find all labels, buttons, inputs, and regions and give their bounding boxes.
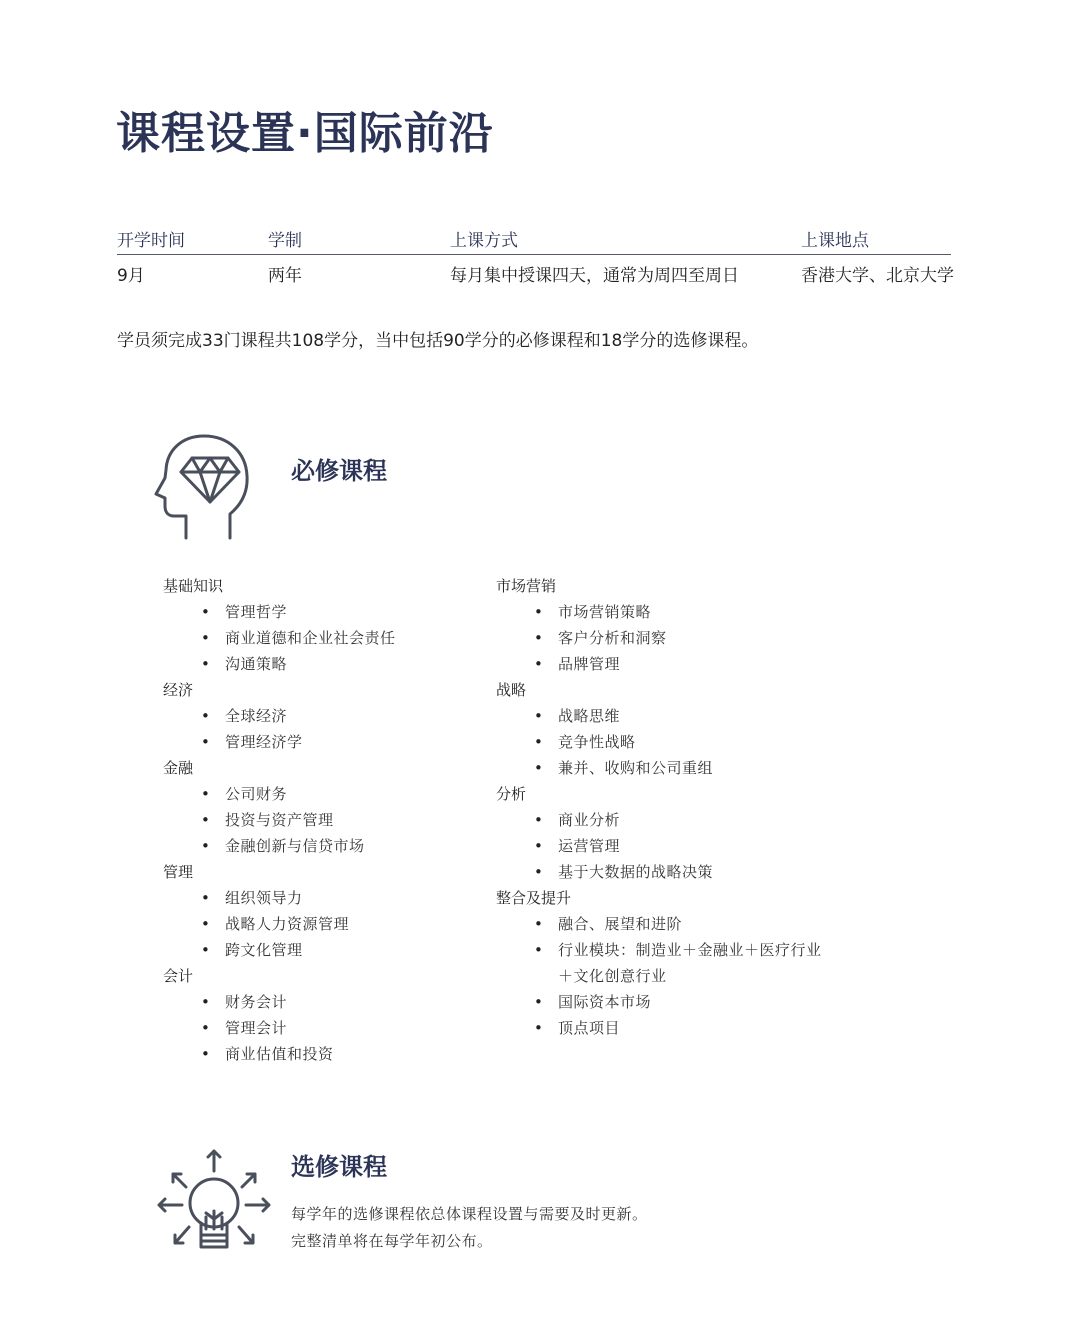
- category-group: [163, 963, 493, 1067]
- required-right-column: [496, 573, 826, 1041]
- list-item-continuation: ＋文化创意行业: [558, 967, 667, 985]
- category-title: 管理: [163, 863, 194, 881]
- category-title: 整合及提升: [496, 889, 572, 907]
- category-title: 战略: [496, 681, 527, 699]
- value-format: 每月集中授课四天，通常为周四至周日: [450, 266, 739, 286]
- list-item: • 战略思维: [496, 703, 826, 729]
- elective-description: [291, 1201, 648, 1255]
- header-start-time: 开学时间: [117, 231, 185, 251]
- lightbulb-arrows-icon: [155, 1147, 273, 1259]
- value-start-time: 9月: [117, 266, 145, 286]
- header-format: 上课方式: [450, 231, 518, 251]
- list-item: • 沟通策略: [163, 651, 493, 677]
- list-item: • 管理会计: [163, 1015, 493, 1041]
- list-item: • 管理经济学: [163, 729, 493, 755]
- list-item: • 基于大数据的战略决策: [496, 859, 826, 885]
- list-item: • 投资与资产管理: [163, 807, 493, 833]
- category-title: 金融: [163, 759, 194, 777]
- category-group: [496, 677, 826, 781]
- header-location: 上课地点: [801, 231, 869, 251]
- list-item: • 顶点项目: [496, 1015, 826, 1041]
- category-title: 经济: [163, 681, 194, 699]
- category-group: [163, 859, 493, 963]
- list-item: • 管理哲学: [163, 599, 493, 625]
- category-group: [496, 781, 826, 885]
- category-title: 基础知识: [163, 577, 224, 595]
- list-item: • 战略人力资源管理: [163, 911, 493, 937]
- info-value-row: [117, 255, 954, 287]
- category-title: 会计: [163, 967, 194, 985]
- value-location: 香港大学、北京大学: [801, 266, 954, 286]
- elective-courses-heading: 选修课程: [291, 1153, 387, 1181]
- list-item: • 兼并、收购和公司重组: [496, 755, 826, 781]
- info-header-row: [117, 222, 951, 255]
- list-item: • 品牌管理: [496, 651, 826, 677]
- list-item: • 全球经济: [163, 703, 493, 729]
- elective-line: 完整清单将在每学年初公布。: [291, 1232, 493, 1250]
- list-item: • 客户分析和洞察: [496, 625, 826, 651]
- category-group: [163, 677, 493, 755]
- list-item: • 公司财务: [163, 781, 493, 807]
- list-item: • 组织领导力: [163, 885, 493, 911]
- list-item: • 市场营销策略: [496, 599, 826, 625]
- category-group: [496, 573, 826, 677]
- list-item: • 金融创新与信贷市场: [163, 833, 493, 859]
- list-item: • 融合、展望和进阶: [496, 911, 826, 937]
- header-duration: 学制: [268, 231, 302, 251]
- program-info-table: [117, 222, 954, 287]
- value-duration: 两年: [268, 266, 302, 286]
- category-group: [163, 573, 493, 677]
- category-title: 分析: [496, 785, 527, 803]
- head-diamond-icon: [152, 432, 252, 546]
- category-group: [163, 755, 493, 859]
- list-item: • 财务会计: [163, 989, 493, 1015]
- page-title: 课程设置·国际前沿: [116, 108, 494, 159]
- list-item: • 行业模块：制造业＋金融业＋医疗行业: [496, 937, 826, 963]
- elective-line: 每学年的选修课程依总体课程设置与需要及时更新。: [291, 1205, 648, 1223]
- list-item: • 商业分析: [496, 807, 826, 833]
- required-left-column: [163, 573, 493, 1067]
- list-item: • 国际资本市场: [496, 989, 826, 1015]
- category-title: 市场营销: [496, 577, 557, 595]
- list-item: • 商业估值和投资: [163, 1041, 493, 1067]
- list-item: • 跨文化管理: [163, 937, 493, 963]
- category-group: [496, 885, 826, 1041]
- list-item: • 商业道德和企业社会责任: [163, 625, 493, 651]
- required-courses-heading: 必修课程: [291, 457, 387, 485]
- list-item: • 竞争性战略: [496, 729, 826, 755]
- credit-summary: 学员须完成33门课程共108学分，当中包括90学分的必修课程和18学分的选修课程。: [117, 331, 759, 351]
- list-item: • 运营管理: [496, 833, 826, 859]
